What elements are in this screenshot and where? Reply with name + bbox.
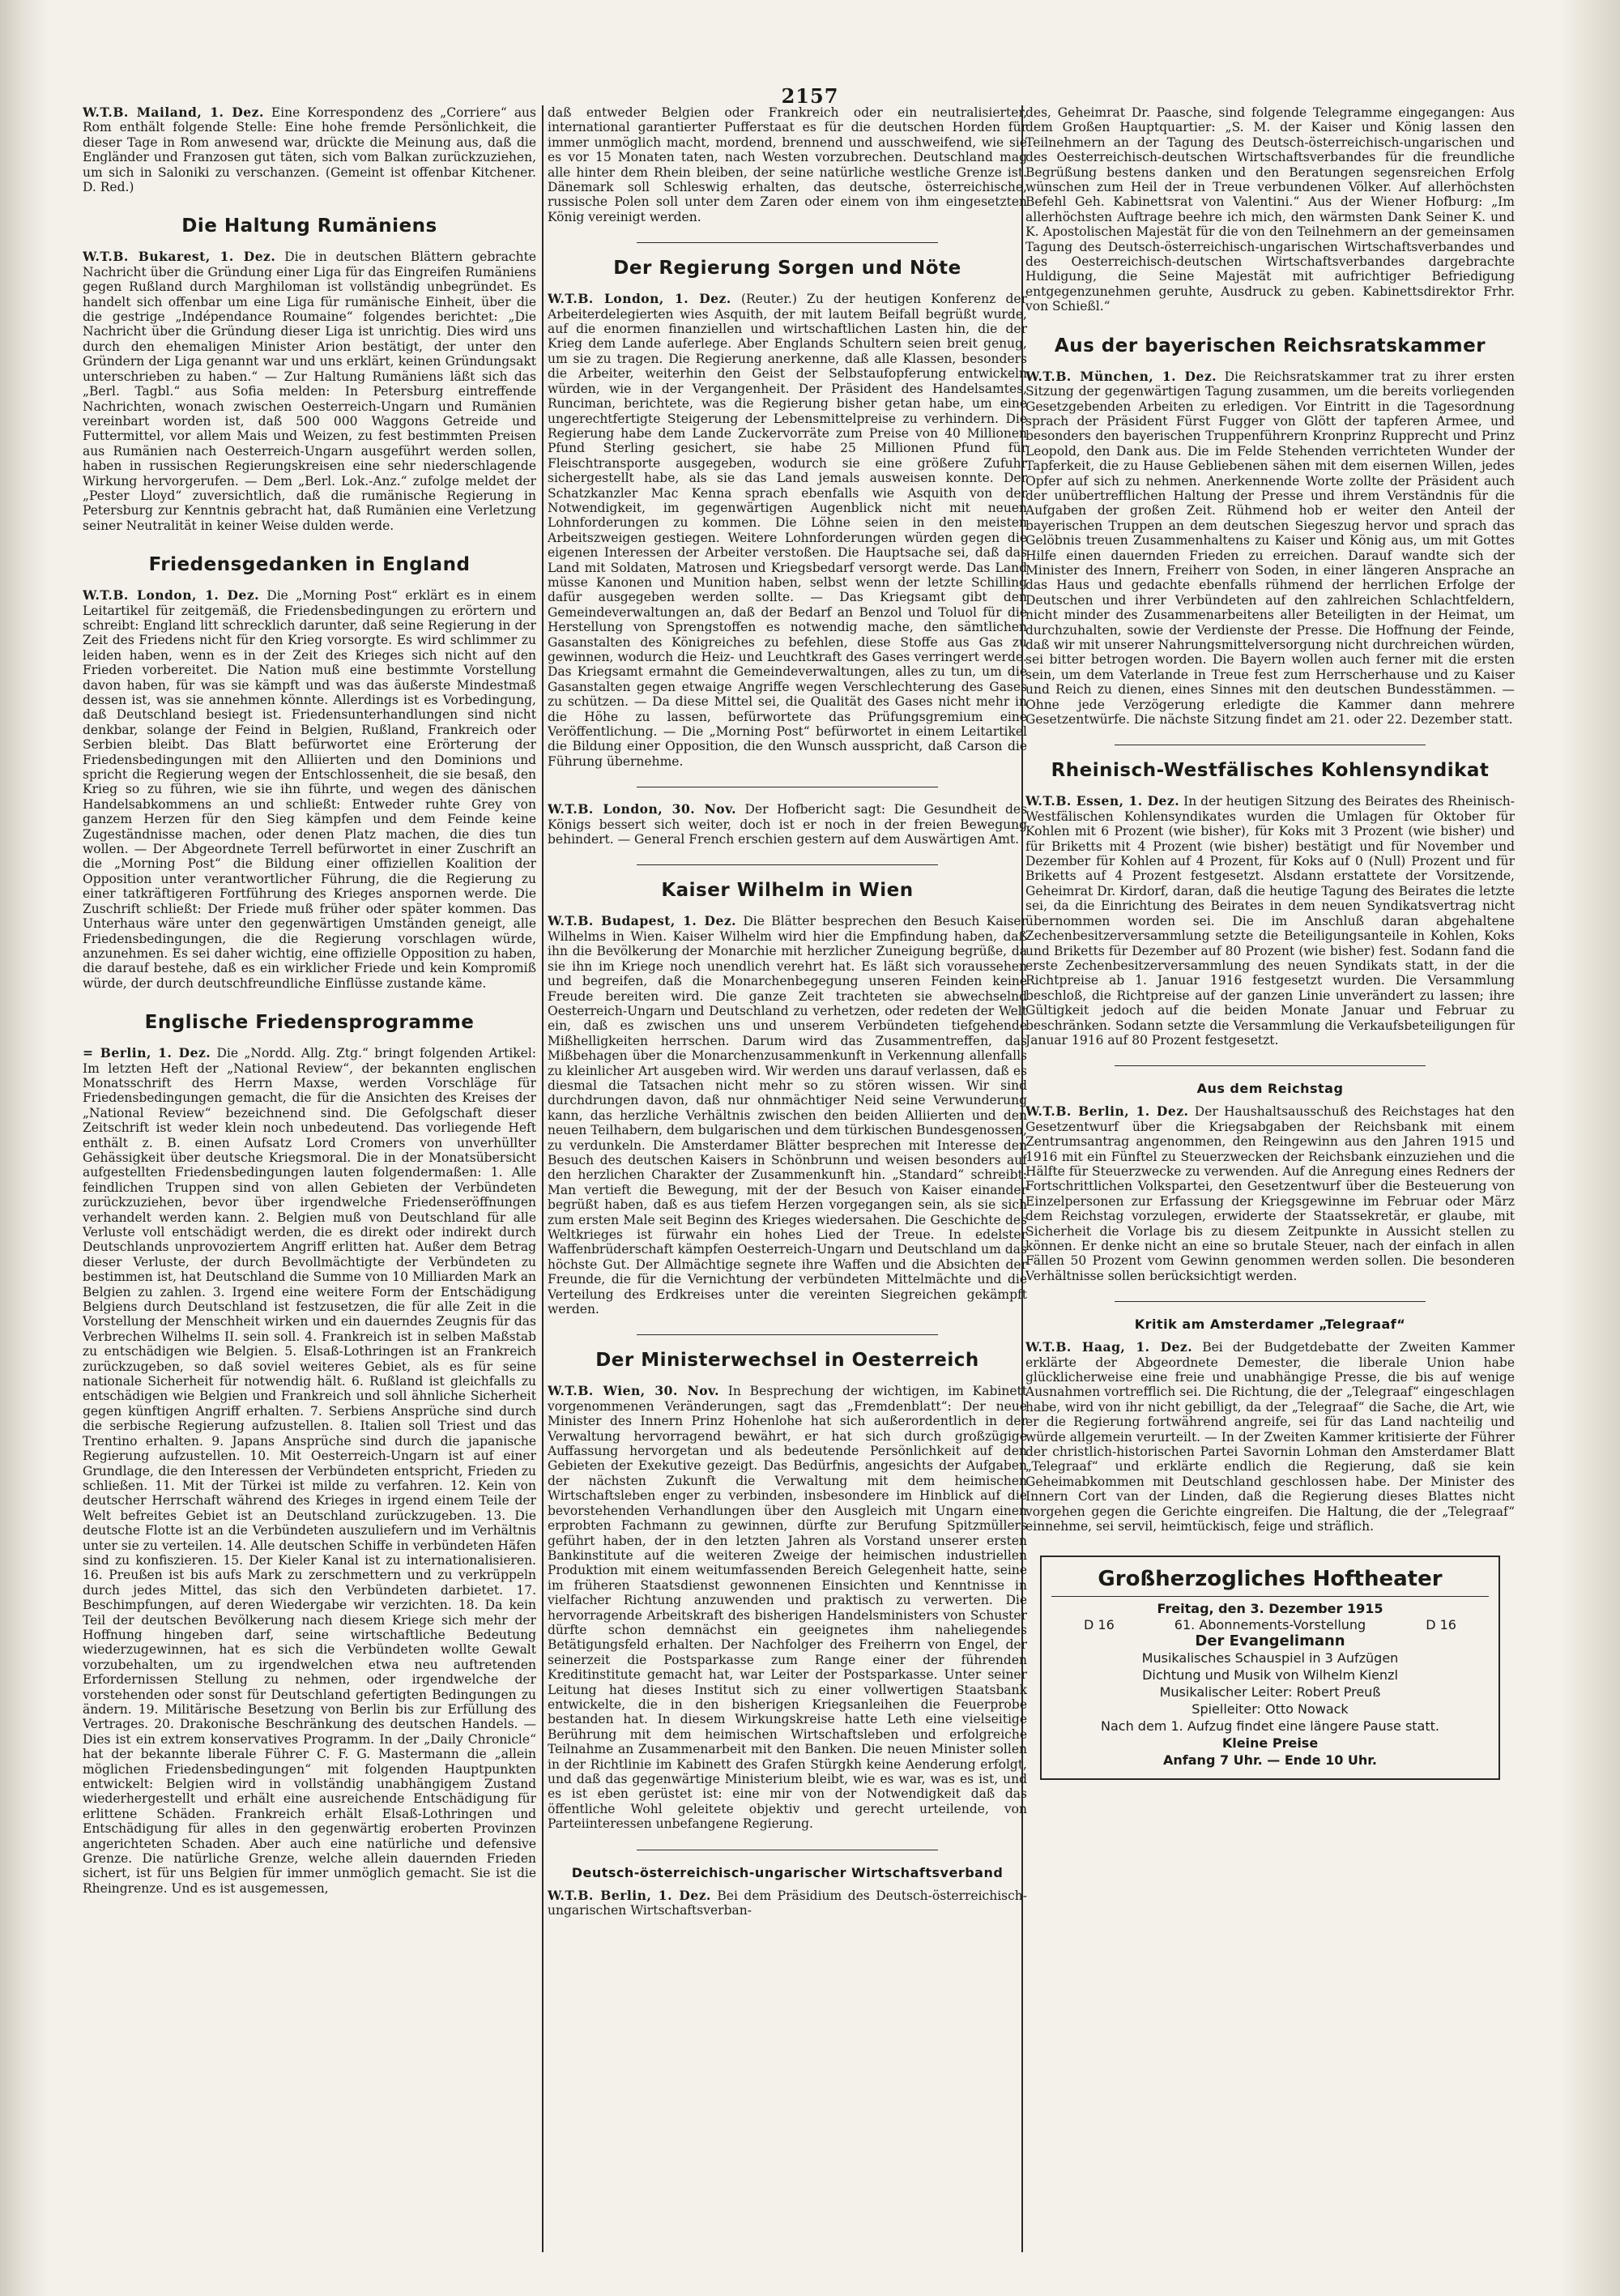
article-mailand [83, 105, 536, 194]
article-regierung-sorgen [548, 258, 1027, 769]
dateline: W.T.B. Wien, 30. Nov. [548, 1383, 719, 1399]
theatre-music-lead: Musikalischer Leiter: Robert Preuß [1159, 1684, 1381, 1700]
article-rumaenien [83, 216, 536, 533]
theatre-play: Der Evangelimann [1195, 1632, 1345, 1649]
article-reichsratskammer [1025, 335, 1515, 728]
dateline: W.T.B. Haag, 1. Dez. [1025, 1339, 1193, 1355]
article-text: Die „Morning Post“ erklärt es in einem Leitartikel für zeitgemäß, die Friedensbedingungen zu erörtern und schreibt: England litt schrecklich darunter, daß seine Regierung in der Zeit des Friedens nicht für den Krieg vorsorgte. Es wird schlimmer zu leiden haben, wenn es in der Zeit des Krieges sich nicht auf den Frieden vorbereitet. Die Nation muß eine bestimmte Vorstellung davon haben, für was sie kämpft und was das äußerste Mindestmaß dessen ist, was sie annehmen könnte. Allerdings ist es Vorbedingung, daß Deutschland besiegt ist. Friedensunterhandlungen sind nicht denkbar, solange der Feind in Belgien, Rußland, Frankreich oder Serbien bleibt. Das Blatt befürwortet eine Erörterung der Friedensbedingungen mit den Alliierten und den Dominions und spricht die Regierung wegen der Entschlossenheit, die sie besaß, den Krieg so zu führen, wie sie ihn führte, und wegen des dänischen Handelsabkommens an und schließt: Entweder ruhte Grey von ganzem Herzen für den Sieg kämpfen und dem Feinde keine Zugeständnisse machen, oder denen Platz machen, die dies tun wollen. — Der Abgeordnete Terrell befürwortet in einer Zuschrift an die „Morning Post“ die Bildung einer offiziellen Koalition der Opposition unter verantwortlicher Führung, die die Regierung zu einer tatkräftigeren Fortführung des Krieges anspornen werde. Die Zuschrift schließt: Der Friede muß früher oder später kommen. Das Unterhaus wäre unter den gegenwärtigen Umständen geneigt, alle Friedensbedingungen, die die Regierung vorschlagen würde, anzunehmen. Es sei daher wichtig, eine offizielle Opposition zu haben, die darauf bestehe, daß es ein wirklicher Friede und kein Kompromiß würde, der durch deutschfreundliche Einflüsse zustande käme. [83, 588, 536, 991]
dateline: W.T.B. Budapest, 1. Dez. [548, 913, 737, 929]
theatre-pause: Nach dem 1. Aufzug findet eine längere Pause statt. [1101, 1718, 1439, 1734]
article-text: Eine Korrespondenz des „Corriere“ aus Rom enthält folgende Stelle: Eine hohe fremde Persönlichkeit, die dieser Tage in Rom anwesend war, drückte die Meinung aus, daß die Engländer und Franzosen gut täten, sich vom Balkan zurückzuziehen, um sich in Saloniki zu verschanzen. (Gemeint ist offenbar Kitchener. D. Red.) [83, 105, 536, 195]
column-3 [1025, 105, 1515, 2277]
article-text: Die „Nordd. Allg. Ztg.“ bringt folgenden Artikel: Im letzten Heft der „National Review“, der bekannten englischen Monatsschrift des Herrn Maxse, werden Vorschläge für Friedensbedingungen gemacht, die für die Ansichten des Kreises der „National Review“ bezeichnend sind. Die Gefolgschaft dieser Zeitschrift ist weder klein noch unbedeutend. Das vorliegende Heft enthält z. B. einen Aufsatz Lord Cromers von unverhüllter Gehässigkeit über deutsche Kriegsmoral. Die in der Monatsübersicht aufgestellten Friedensbedingungen lauten folgendermaßen: 1. Alle feindlichen Truppen sind von allen Gebieten der Verbündeten zurückzuziehen, bevor über irgendwelche Friedenseröffnungen verhandelt werden kann. 2. Belgien muß von Deutschland für alle Verluste voll entschädigt werden, die es direkt oder indirekt durch Deutschlands unprovoziertem Angriff erlitten hat. Außer dem Betrag dieser Verluste, der durch Bevollmächtigte der Verbündeten zu bestimmen ist, hat Deutschland die Summe von 10 Milliarden Mark an Belgien zu zahlen. 3. Irgend eine weitere Form der Entschädigung Belgiens durch Deutschland ist festzusetzen, die für alle Zeit in die Vorstellung der Menschheit wirken und ein dauerndes Zeugnis für das Verbrechen Wilhelms II. sein soll. 4. Frankreich ist in selben Maßstab zu entschädigen wie Belgien. 5. Elsaß-Lothringen ist an Frankreich zurückzugeben, so daß soviel weiteres Gebiet, als es für seine nationale Sicherheit für notwendig hält. 6. Rußland ist gleichfalls zu entschädigen wie Belgien und Frankreich und soll ähnliche Sicherheit gegen künftigen Angriff erhalten. 7. Serbiens Ansprüche sind durch die serbische Regierung aufzustellen. 8. Italien soll Triest und das Trentino erhalten. 9. Japans Ansprüche sind durch die japanische Regierung aufzustellen. 10. Mit Oesterreich-Ungarn ist auf einer Grundlage, die den Interessen der Verbündeten entspricht, Frieden zu schließen. 11. Mit der Türkei ist milde zu verfahren. 12. Kein von deutscher Herrschaft während des Krieges in irgend einem Teile der Welt befreites Gebiet ist an Deutschland zurückzugeben. 13. Die deutsche Flotte ist an die Verbündeten auszuliefern und im Verhältnis unter sie zu verteilen. 14. Alle deutschen Schiffe in verbündeten Häfen sind zu konfiszieren. 15. Der Kieler Kanal ist zu internationalisieren. 16. Preußen ist bis aufs Mark zu zerschmettern und zu verkrüppeln durch jedes Mittel, das sich den Verbündeten darbietet. 17. Beschimpfungen, auf deren Wiedergabe wir verzichten. 18. Da kein Teil der deutschen Bevölkerung nach diesem Kriege sich mehr der Hoffnung hingeben darf, seine wirtschaftliche Bedeutung wiederzugewinnen, hat es sich die Verbündeten wollte Gewalt vorzubehalten, um zu irgendwelchen etwa neu auftretenden Erfordernissen Stellung zu nehmen, oder irgendwelche der vorstehenden oder sonst für Deutschland gefertigten Bedingungen zu ändern. 19. Militärische Besetzung von Berlin bis zur Erfüllung des Vertrages. 20. Drakonische Beschränkung des deutschen Handels. — Dies ist ein extrem konservatives Programm. In der „Daily Chronicle“ hat der bekannte liberale Führer C. F. G. Mastermann die „allein möglichen Friedensbedingungen“ mit folgenden Hauptpunkten entwickelt: Belgien wird in vollständig unabhängigem Zustand wiederhergestellt und erhält eine ausreichende Entschädigung für erlittene Schäden. Frankreich erhält Elsaß-Lothringen und Entschädigung für alles in den gegenwärtig eroberten Provinzen angerichteten Schaden. Aber auch eine natürliche und defensive Grenze. Die natürliche Grenze, welche allein dauernden Frieden sichert, ist für uns Belgien für immer unmöglich gemacht. Sie ist die Rheingrenze. Und es ist ausgemessen, [83, 1046, 536, 1896]
article-kaiser-wien [548, 880, 1027, 1317]
column-2 [548, 105, 1027, 2277]
series-left: D 16 [1084, 1616, 1115, 1632]
article-friedensprogramme [83, 1012, 536, 1896]
headline: Deutsch-österreichisch-ungarischer Wirtschaftsverband [571, 1864, 1004, 1880]
theatre-announcement [1040, 1556, 1500, 1780]
theatre-times: Anfang 7 Uhr. — Ende 10 Uhr. [1163, 1752, 1377, 1768]
article-text: In der heutigen Sitzung des Beirates des Rheinisch-Westfälischen Kohlensyndikates wurden die Umlagen für Oktober für Kohlen mit 6 Prozent (wie bisher), für Koks mit 3 Prozent (wie bisher) und für Briketts mit 4 Prozent (wie bisher) bestätigt und für November und Dezember für Kohlen auf 4 Prozent, für Koks auf 0 (Null) Prozent und für Briketts auf 4 Prozent festgesetzt. Alsdann erstattete der Vorsitzende, Geheimrat Dr. Kirdorf, daran, daß die heutige Tagung des Beirates die letzte sei, da die Einrichtung des Beirates in dem neuen Syndikatsvertrag nicht übernommen worden sei. Die im Anschluß daran abgehaltene Zechenbesitzerversammlung setzte die Beteiligungsanteile in Kohlen, Koks und Briketts für Dezember auf 80 Prozent (wie bisher) fest. Sodann fand die erste Zechenbesitzerversammlung des neuen Syndikats statt, in der die Richtpreise ab 1. Januar 1916 festgesetzt wurden. Die Versammlung beschloß, die Richtpreise auf der ganzen Linie unverändert zu lassen; ihre Gültigkeit jedoch auf die beiden Monate Januar und Februar zu beschränken. Sodann setzte die Versammlung die Verkaufsbeteiligungen für Januar 1916 auf 80 Prozent festgesetzt. [1025, 794, 1515, 1048]
column-1 [83, 105, 536, 2277]
headline: Friedensgedanken in England [148, 554, 471, 576]
theatre-prices: Kleine Preise [1221, 1735, 1319, 1751]
dateline: W.T.B. Mailand, 1. Dez. [83, 105, 264, 120]
headline: Der Ministerwechsel in Oesterreich [595, 1350, 979, 1372]
headline: Kaiser Wilhelm in Wien [661, 880, 914, 902]
headline: Rheinisch-Westfälisches Kohlensyndikat [1051, 760, 1490, 782]
dateline: W.T.B. Essen, 1. Dez. [1025, 793, 1180, 809]
article-friedensgedanken [83, 554, 536, 991]
theatre-date: Freitag, den 3. Dezember 1915 [1157, 1600, 1383, 1616]
article-text: (Reuter.) Zu der heutigen Konferenz der Arbeiterdelegierten wies Asquith, der mit lautem Beifall begrüßt wurde, auf die enormen finanziellen und wirtschaftlichen Lasten hin, die der Krieg dem Lande auferlege. Aber Englands Schultern seien breit genug, um sie zu tragen. Die Regierung anerkenne, daß alle Klassen, besonders die Arbeiter, weiterhin den Geist der Selbstaufopferung entwickeln würden, wie in der Vergangenheit. Der Präsident des Handelsamtes, Runciman, berichtete, was die Regierung bisher getan habe, um eine ungerechtfertigte Steigerung der Lebensmittelpreise zu verhindern. Die Regierung habe dem Lande Zuckervorräte zum Preise von 40 Millionen Pfund Sterling gesichert, sie habe 25 Millionen Pfund für Fleischtransporte ausgegeben, wodurch sie eine größere Zufuhr sichergestellt habe, als sie das Land jemals ausweisen konnte. Der Schatzkanzler Mac Kenna sprach ebenfalls wie Asquith von der Notwendigkeit, im gegenwärtigen Augenblick nicht mit neuen Lohnforderungen zu kommen. Die Löhne seien in den meisten Arbeitszweigen gestiegen. Weitere Lohnforderungen würden gegen die eigenen Interessen der Arbeiter verstoßen. Die Hauptsache sei, daß das Land mit Soldaten, Matrosen und Kriegsbedarf versorgt werde. Das Land müsse Kanonen und Munition haben, selbst wenn der letzte Schilling dafür ausgegeben werden sollte. — Das Kriegsamt gibt den Gemeindeverwaltungen an, daß der Bedarf an Benzol und Toluol für die Herstellung von Sprengstoffen es notwendig mache, den sämtlichen Gasanstalten des Königreiches zu befehlen, diese Stoffe aus Gas zu gewinnen, wodurch die Heiz- und Leuchtkraft des Gases verringert werde. Das Kriegsamt ermahnt die Gemeindeverwaltungen, alles zu tun, um die Gasanstalten gegen etwaige Angriffe wegen Verschlechterung des Gases zu schützen. — Da diese Mittel sei, die Qualität des Gases nicht mehr in die Höhe zu lassen, befürwortete das Prüfungsgremium eine Veröffentlichung. — Die „Morning Post“ befürwortet in einem Leitartikel die Bildung einer Opposition, die den Wunsch ausspricht, daß Carson die Führung übernehme. [548, 292, 1027, 769]
article-text: Die Reichsratskammer trat zu ihrer ersten Sitzung der gegenwärtigen Tagung zusammen, um die bereits vorliegenden Gesetzgebenden Arbeiten zu erledigen. Vor Eintritt in die Tagesordnung sprach der Präsident Fürst Fugger von Glött der tapferen Armee, und besonders den bayerischen Truppenführern Kronprinz Rupprecht und Prinz Leopold, den Dank aus. Die im Felde Stehenden verrichteten Wunder der Tapferkeit, die zu Hause Gebliebenen sähen mit dem eisernen Willen, jedes Opfer auf sich zu nehmen. Anerkennende Worte zollte der Präsident auch der unübertrefflichen Haltung der Presse und ihrem Verständnis für die Aufgaben der großen Zeit. Rühmend hob er weiter den Anteil der bayerischen Truppen an dem deutschen Siegeszug hervor und sprach das Gelöbnis treuen Zusammenhaltens zu Kaiser und König aus, um mit Gottes Hilfe einen dauernden Frieden zu erreichen. Darauf wandte sich der Minister des Innern, Freiherr von Soden, in einer längeren Ansprache an das Haus und gedachte ebenfalls rühmend der herrlichen Erfolge der Deutschen und ihrer Verbündeten auf den zahlreichen Schlachtfeldern, nicht minder des Zusammenarbeitens aller Beteiligten in der Heimat, um durchzuhalten, sowie der Verdienste der Presse. Die Hoffnung der Feinde, daß wir mit unserer Nahrungsmittelversorgung nicht durchreichen würden, sei bitter betrogen worden. Die Bayern wollen auch ferner mit die ersten sein, um dem Vaterlande in Treue fest zum Herrscherhause und zu Kaiser und Reich zu dienen, eines Sinnes mit den deutschen Bundesstämmen. — Ohne jede Verzögerung erledigte die Kammer dann mehrere Gesetzentwürfe. Die nächste Sitzung findet am 21. oder 22. Dezember statt. [1025, 369, 1515, 728]
column-rule [542, 105, 544, 2252]
article-hofbericht [548, 802, 1027, 847]
headline: Aus der bayerischen Reichsratskammer [1054, 335, 1486, 356]
article-telegramme [1025, 105, 1515, 314]
dateline: W.T.B. Berlin, 1. Dez. [548, 1887, 711, 1903]
article-text: daß entweder Belgien oder Frankreich oder ein neutralisierter, international garantierter Pufferstaat es für die deutschen Horden für immer unmöglich macht, mordend, brennend und ausschweifend, wie sie es vor 15 Monaten taten, nach Westen vorzubrechen. Deutschland mag alle hinter dem Rhein bleiben, der seine natürliche westliche Grenze ist. Dänemark soll Schleswig erhalten, das deutsche, österreichische, russische Polen soll unter dem Zaren oder einem von ihm eingesetzten König vereinigt werden. [548, 105, 1027, 224]
article-text: Der Hofbericht sagt: Die Gesundheit des Königs bessert sich weiter, doch ist er noch in der freien Bewegung behindert. — General French erschien gestern auf dem Auswärtigen Amt. [548, 802, 1027, 847]
divider [637, 242, 938, 243]
article-text: In Besprechung der wichtigen, im Kabinett vorgenommenen Veränderungen, sagt das „Fremdenblatt“: Der neue Minister des Innern Prinz Hohenlohe hat sich außerordentlich in der Verwaltung hervorragend bewährt, er hat sich durch großzügige Auffassung hervorgetan und als bedeutende Persönlichkeit auf den Gebieten der Exekutive gezeigt. Das Bedürfnis, angesichts der Aufgaben der nächsten Zukunft die Verwaltung mit dem heimischen Wirtschaftsleben enger zu verbinden, insbesondere im Hinblick auf die bevorstehenden Verhandlungen über den Ausgleich mit Ungarn einen erprobten Fachmann zu gewinnen, dürfte zur Berufung Spitzmüllers geführt haben, der in den letzten Jahren als Vorstand unserer ersten Bankinstitute auf die weiteren Zweige der heimischen industriellen Produktion mit einem weitumfassenden Bereich Gelegenheit hatte, seine im früheren Staatsdienst gewonnenen Einsichten und Kenntnisse in vielfacher Richtung anzuwenden und praktisch zu verwerten. Die hervorragende Arbeitskraft des bisherigen Handelsministers von Schuster dürfte schon demnächst ein geeignetes ihm naheliegendes Betätigungsfeld erhalten. Der Nachfolger des Freiherrn von Engel, der seinerzeit die Postsparkasse zum Range einer der führenden Kreditinstitute gemacht hat, war Leiter der Postsparkasse. Unter seiner Leitung hat dieses Institut sich zu einer vollwertigen Staatsbank entwickelte, die in den bisherigen Kriegsanleihen die Feuerprobe bestanden hat. In diesem Wirkungskreise hatte Leth eine vielseitige Berührung mit dem heimischen Wirtschaftsleben und erfolgreiche Teilnahme an Zusammenarbeit mit den Banken. Die neuen Minister sollen in der Richtlinie im Kabinett des Grafen Stürgkh keine Aenderung erfolgt, und daß das gegenwärtige Ministerium bleibt, wie es war, was es ist, und es ist eben gerüstet ist: eine mir von der Notwendigkeit daß das öffentliche Wohl geleitete objektiv und gerecht urteilende, von Parteiinteressen unbefangene Regierung. [548, 1384, 1027, 1832]
article-text: Bei dem Präsidium des Deutsch-österreichisch-ungarischen Wirtschaftsverban- [548, 1888, 1027, 1918]
article-telegraaf [1025, 1317, 1515, 1534]
divider [1115, 1301, 1426, 1302]
page-number: 2157 [781, 84, 839, 108]
dateline: W.T.B. Berlin, 1. Dez. [1025, 1103, 1189, 1120]
theatre-authors: Dichtung und Musik von Wilhelm Kienzl [1142, 1667, 1398, 1683]
headline: Der Regierung Sorgen und Nöte [613, 258, 961, 280]
divider [637, 864, 938, 865]
theatre-genre: Musikalisches Schauspiel in 3 Aufzügen [1141, 1649, 1399, 1666]
dateline: W.T.B. London, 1. Dez. [83, 587, 260, 604]
article-text: des, Geheimrat Dr. Paasche, sind folgende Telegramme eingegangen: Aus dem Großen Hauptquartier: „S. M. der Kaiser und König lassen den Teilnehmern an der Tagung des Deutsch-österreichisch-ungarischen und des Oesterreichisch-deutschen Wirtschaftsverbandes für die freundliche Begrüßung bestens danken und den Beratungen segensreichen Erfolg wünschen zum Heil der in Treue verbundenen Völker. Auf allerhöchsten Befehl Geh. Kabinettsrat von Valentini.“ Aus der Wiener Hofburg: „Im allerhöchsten Auftrage beehre ich mich, den wärmsten Dank Seiner K. und K. Apostolischen Majestät für die von den Teilnehmern an der gemeinsamen Tagung des Deutsch-österreichisch-ungarischen Wirtschaftsverbandes und des Oesterreichisch-deutschen Wirtschaftsverbandes dargebrachte Huldigung, die Seine Majestät mit aufrichtiger Befriedigung entgegenzunehmen geruhte, Ausdruck zu geben. Kabinettsdirektor Frhr. von Schießl.“ [1025, 105, 1515, 314]
series-right: D 16 [1426, 1616, 1456, 1632]
article-text: Bei der Budgetdebatte der Zweiten Kammer erklärte der Abgeordnete Demester, die liberale Union habe glücklicherweise eine freie und unabhängige Presse, die bis auf wenige Ausnahmen vortrefflich sei. Die Richtung, die der „Telegraaf“ eingeschlagen habe, wird von ihr nicht gebilligt, da der „Telegraaf“ die Sache, die Art, wie er die Regierung fortwährend angreife, sei für das Land nachteilig und würde allgemein verurteilt. — In der Zweiten Kammer kritisierte der Führer der christlich-historischen Partei Savornin Lohman den Amsterdamer Blatt „Telegraaf“ und erklärte endlich die Regierung, daß sie kein Geheimabkommen mit Deutschland geschlossen habe. Der Minister des Innern Cort van der Linden, daß die Regierung dieses Blattes nicht vorgehen gegen die Gerichte eingreifen. Die Haltung, die der „Telegraaf“ einnehme, sei servil, heimtückisch, feige und sträflich. [1025, 1340, 1515, 1534]
article-text: Der Haushaltsausschuß des Reichstages hat den Gesetzentwurf über die Kriegsabgaben der Reichsbank mit einem Zentrumsantrag angenommen, den Reingewinn aus den Jahren 1915 und 1916 mit ein Fünftel zu Steuerzwecken der Reichsbank einzuziehen und die Hälfte für Steuerzwecke zu verwenden. Auf die Anregung eines Redners der Fortschrittlichen Volkspartei, den Gesetzentwurf über die Besteuerung von Einzelpersonen zur Erfassung der Kriegsgewinne im Februar oder März dem Reichstag vorzulegen, erwiderte der Staatssekretär, er glaube, mit Sicherheit die Vorlage bis zu diesem Zeitpunkte in Aussicht stellen zu können. Er denke nicht an eine so brutale Steuer, nach der einfach in allen Fällen 50 Prozent vom Gewinn genommen werden sollen. Die besonderen Verhältnisse sollen berücksichtigt werden. [1025, 1104, 1515, 1283]
headline: Englische Friedensprogramme [144, 1012, 475, 1034]
theatre-director: Spielleiter: Otto Nowack [1192, 1701, 1349, 1717]
dateline: W.T.B. München, 1. Dez. [1025, 368, 1217, 384]
article-ministerwechsel [548, 1350, 1027, 1831]
theatre-title: Großherzogliches Hoftheater [1051, 1567, 1489, 1597]
theatre-series [1051, 1617, 1489, 1632]
dateline: = Berlin, 1. Dez. [83, 1045, 211, 1061]
page-edge-shadow [1560, 0, 1620, 2296]
article-text: Die Blätter besprechen den Besuch Kaiser Wilhelms in Wien. Kaiser Wilhelm wird hier die Empfindung haben, daß ihn die Bevölkerung der Monarchie mit herzlicher Zuneigung begrüße, da sie ihn im Kriege noch unendlich verehrt hat. Es läßt sich voraussehen und begreifen, daß die Monarchenbegegung unseren Feinden keine Freude bereiten wird. Die ganze Zeit trachteten sie abwechselnd Oesterreich-Ungarn und Deutschland zu verhetzen, oder redeten der Welt ein, daß es zwischen uns und unserem Verbündeten tiefgehende Mißhelligkeiten herrschen. Darum wird das Zusammentreffen, das Mißbehagen über die Monarchenzusammenkunft in Verkennung allenfalls zu kleinlicher Art ausgeben wird. Wir werden uns darauf verlassen, daß es diesmal die Tatsachen nicht mehr so zu stören wissen. Wir sind durchdrungen davon, daß nur ohnmächtiger Neid seine Verwunderung kann, das herzliche Verhältnis zwischen den beiden Alliierten und den neuen Teilhabern, dem bulgarischen und dem türkischen Bundesgenossen, zu verdunkeln. Die Amsterdamer Blätter besprechen mit Interesse den Besuch des deutschen Kaisers in Schönbrunn und weisen besonders auf den herzlichen Charakter der Zusammenkunft hin. „Standard“ schreibt: Man vertieft die Bewegung, mit der der Besuch von Kaiser einander begrüßt haben, daß es aus tiefem Herzen vorgegangen sein, als sie sich zum ersten Male seit Beginn des Krieges wiedersahen. Die Geschichte des Weltkrieges ist fürwahr ein hohes Lied der Treue. In edelster Waffenbrüderschaft kämpfen Oesterreich-Ungarn und Deutschland um das höchste Gut. Der Allmächtige segnete ihre Waffen und die Absichten der Freunde, die für die Vernichtung der verbündeten Mittelmächte und die Verteilung des Erdkreises unter die vereinten Siegreichen gekämpft werden. [548, 914, 1027, 1317]
series-center: 61. Abonnements-Vorstellung [1174, 1616, 1366, 1632]
dateline: W.T.B. Bukarest, 1. Dez. [83, 249, 276, 265]
article-wirtschaftsverband [548, 1865, 1027, 1918]
divider [1115, 1065, 1426, 1066]
headline: Kritik am Amsterdamer „Telegraaf“ [1134, 1317, 1406, 1333]
headline: Die Haltung Rumäniens [181, 216, 437, 237]
dateline: W.T.B. London, 1. Dez. [548, 291, 731, 307]
page-fold-shadow [0, 0, 49, 2296]
article-text: Die in deutschen Blättern gebrachte Nachricht über die Gründung einer Liga für das Eingreifen Rumäniens gegen Rußland durch Marghiloman ist vollständig unbegründet. Es handelt sich offenbar um eine Liga für rumänische Einheit, über die die gestrige „Indépendance Roumaine“ folgendes berichtet: „Die Nachricht über die Gründung dieser Liga ist unrichtig. Dies wird uns durch den ehemaligen Minister Arion bestätigt, der unter den Gründern der Liga genannt war und uns erklärt, keinen Gründungsakt unterschrieben zu haben.“ — Zur Haltung Rumäniens läßt sich das „Berl. Tagbl.“ aus Sofia melden: In Petersburg eintreffende Nachrichten, wonach zwischen Oesterreich-Ungarn und Rumänien vereinbart worden ist, daß 500 000 Waggons Getreide und Futtermittel, vor allem Mais und Weizen, zu fest bestimmten Preisen aus Rumänien nach Oesterreich-Ungarn ausgeführt werden sollen, haben in russischen Regierungskreisen eine sehr niederschlagende Wirkung hervorgerufen. — Dem „Berl. Lok.-Anz.“ zufolge meldet der „Pester Lloyd“ zuversichtlich, daß die rumänische Regierung in Petersburg zur Kenntnis gebracht hat, daß Rumänien eine Verletzung seiner Neutralität in keiner Weise dulden werde. [83, 250, 536, 533]
divider [637, 1334, 938, 1335]
headline: Aus dem Reichstag [1196, 1081, 1344, 1097]
article-kohlensyndikat [1025, 760, 1515, 1048]
dateline: W.T.B. London, 30. Nov. [548, 801, 736, 817]
article-reichstag [1025, 1081, 1515, 1283]
article-continuation [548, 105, 1027, 224]
